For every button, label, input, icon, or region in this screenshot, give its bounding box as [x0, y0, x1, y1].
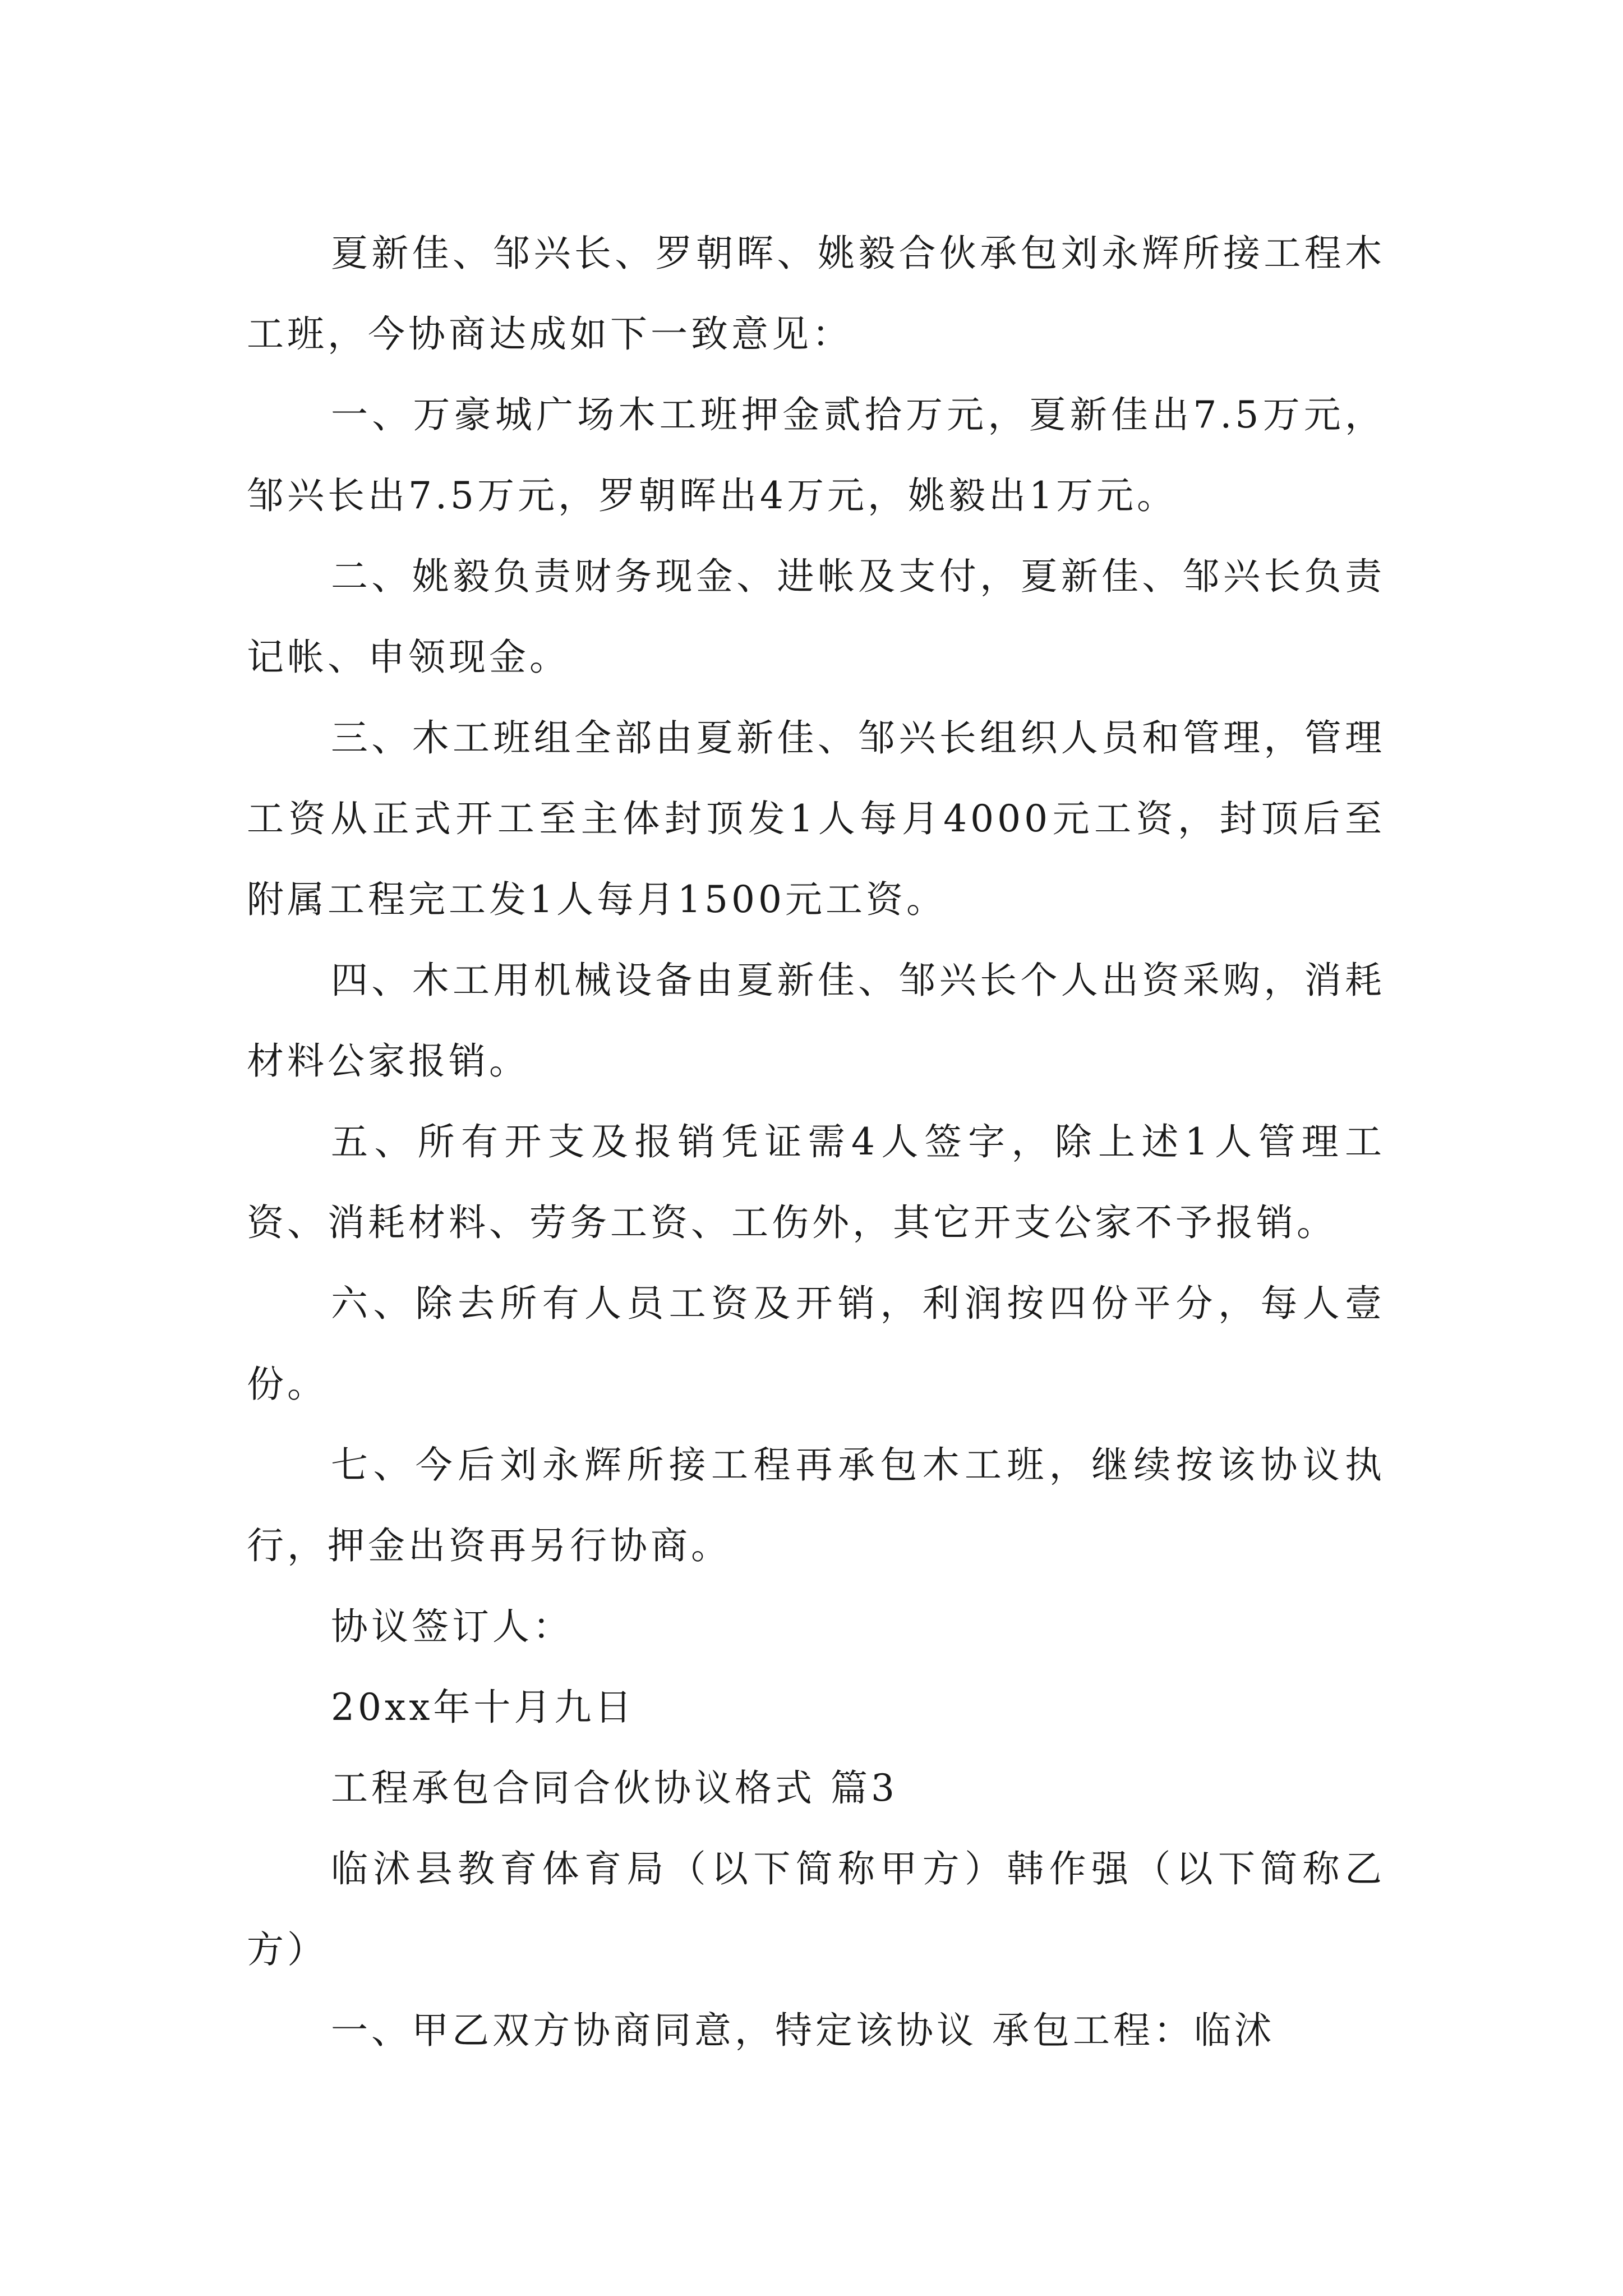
paragraph-clause-2: 二、姚毅负责财务现金、进帐及支付，夏新佳、邹兴长负责记帐、申领现金。	[247, 555, 1385, 679]
paragraph-clause-3: 三、木工班组全部由夏新佳、邹兴长组织人员和管理，管理工资从正式开工至主体封顶发1人每月4000元工资，封顶后至附属工程完工发1人每月1500元工资。	[247, 716, 1385, 921]
paragraph-clause-7: 七、今后刘永辉所接工程再承包木工班，继续按该协议执行，押金出资再另行协商。	[247, 1443, 1385, 1567]
paragraph-clause-6: 六、除去所有人员工资及开销，利润按四份平分，每人壹份。	[247, 1282, 1385, 1406]
paragraph-clause-1: 一、万豪城广场木工班押金贰拾万元，夏新佳出7.5万元，邹兴长出7.5万元，罗朝晖出4万元，姚毅出1万元。	[247, 393, 1385, 517]
signatory-label: 协议签订人：	[331, 1605, 573, 1648]
signing-date: 20xx年十月九日	[331, 1686, 635, 1729]
document-body	[247, 213, 1385, 2071]
parties-paragraph: 临沭县教育体育局（以下简称甲方）韩作强（以下简称乙方）	[247, 1847, 1385, 1971]
section-title: 工程承包合同合伙协议格式 篇3	[331, 1766, 898, 1810]
paragraph-clause-4: 四、木工用机械设备由夏新佳、邹兴长个人出资采购，消耗材料公家报销。	[247, 959, 1385, 1083]
paragraph-clause-one-start: 一、甲乙双方协商同意，特定该协议 承包工程：临沭	[331, 2009, 1275, 2052]
paragraph-intro: 夏新佳、邹兴长、罗朝晖、姚毅合伙承包刘永辉所接工程木工班，今协商达成如下一致意见：	[247, 232, 1385, 356]
paragraph-clause-5: 五、所有开支及报销凭证需4人签字，除上述1人管理工资、消耗材料、劳务工资、工伤外，其它开支公家不予报销。	[247, 1120, 1385, 1244]
